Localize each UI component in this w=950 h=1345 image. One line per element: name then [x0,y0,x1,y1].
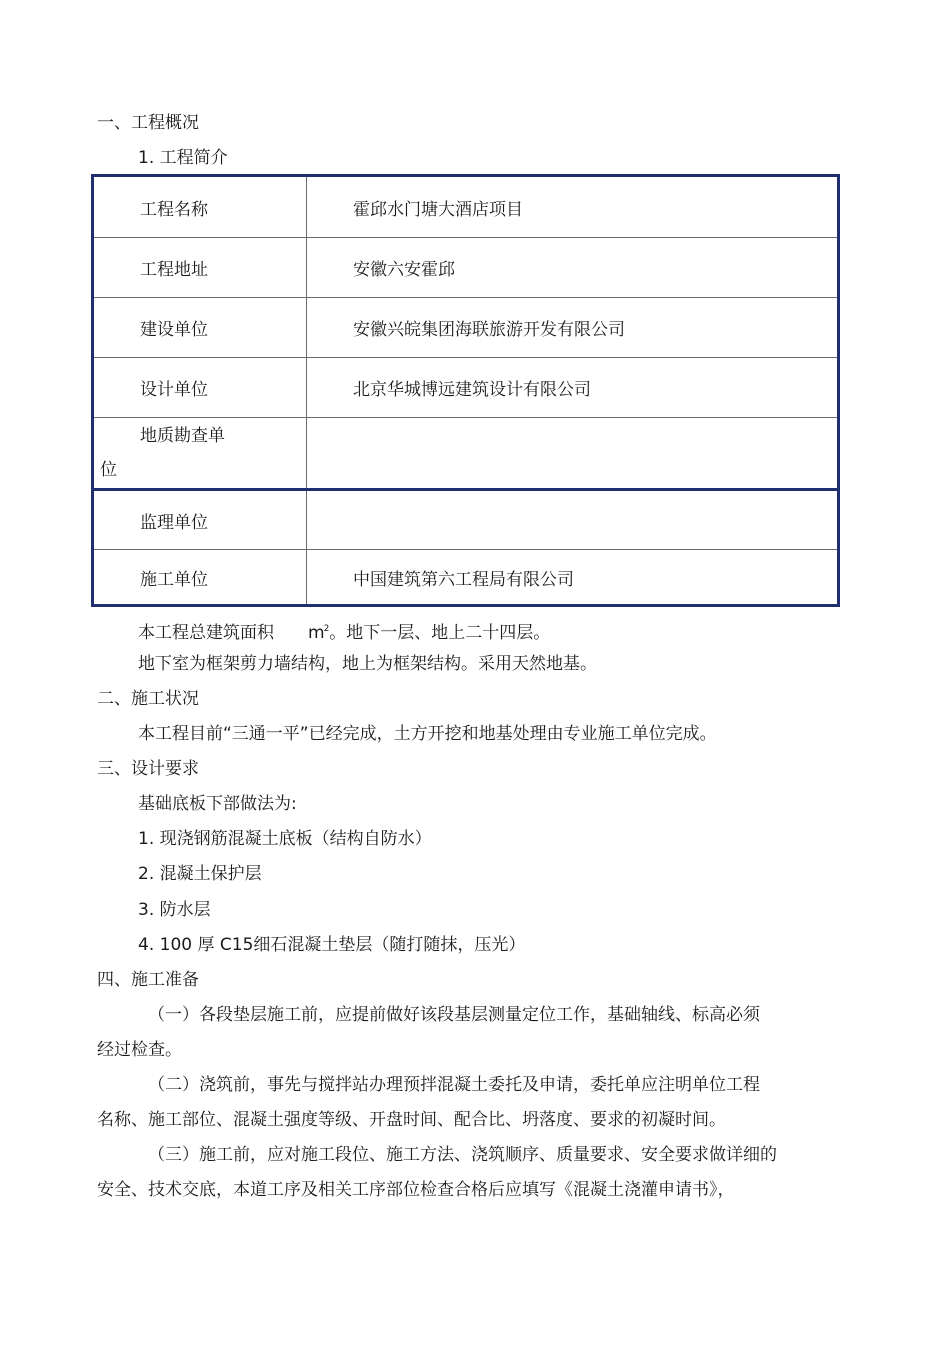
supervisor-label: 监理单位 [93,490,307,550]
list-item: 1. 现浇钢筋混凝土底板（结构自防水） [138,829,432,849]
building-area-text [138,618,550,644]
list-item: 4. 100 厚 C15细石混凝土垫层（随打随抹，压光） [138,935,526,955]
designer-label: 设计单位 [93,358,307,418]
geo-survey-value [307,418,839,490]
owner-value: 安徽兴皖集团海联旅游开发有限公司 [307,298,839,358]
list-item: 2. 混凝土保护层 [138,864,262,884]
table-row [93,418,839,490]
designer-value: 北京华城博远建筑设计有限公司 [307,358,839,418]
structure-text: 地下室为框架剪力墙结构，地上为框架结构。采用天然地基。 [138,654,597,674]
owner-label: 建设单位 [93,298,307,358]
paragraph-2-line-1: （二）浇筑前，事先与搅拌站办理预拌混凝土委托及申请，委托单应注明单位工程 [148,1075,760,1095]
paragraph-1-line-2: 经过检查。 [97,1040,182,1060]
project-info-table [91,174,840,607]
project-name-value: 霍邱水门塘大酒店项目 [307,176,839,238]
supervisor-value [307,490,839,550]
project-name-label: 工程名称 [93,176,307,238]
paragraph-3-line-2: 安全、技术交底，本道工序及相关工序部位检查合格后应填写《混凝土浇灌申请书》， [97,1180,735,1200]
paragraph-1-line-1: （一）各段垫层施工前，应提前做好该段基层测量定位工作，基础轴线、标高必须 [148,1005,760,1025]
project-address-value: 安徽六安霍邱 [307,238,839,298]
contractor-label: 施工单位 [93,550,307,606]
subheading-project-intro: 1. 工程简介 [138,148,228,168]
table-row [93,550,839,606]
area-unit-superscript: 2 [323,624,330,634]
section-heading-preparation: 四、施工准备 [97,970,199,990]
section-heading-design: 三、设计要求 [97,759,199,779]
geo-survey-label-line2: 位 [100,460,117,480]
geo-survey-label [93,418,307,490]
table-row [93,176,839,238]
table-row [93,490,839,550]
project-address-label: 工程地址 [93,238,307,298]
table-row [93,238,839,298]
table-row [93,298,839,358]
table-row [93,358,839,418]
section-heading-status: 二、施工状况 [97,689,199,709]
section-heading-overview: 一、工程概况 [97,113,199,133]
status-text: 本工程目前“三通一平”已经完成，土方开挖和地基处理由专业施工单位完成。 [138,724,717,744]
paragraph-3-line-1: （三）施工前，应对施工段位、施工方法、浇筑顺序、质量要求、安全要求做详细的 [148,1145,777,1165]
geo-survey-label-line1: 地质勘查单 [140,426,225,446]
area-text-prefix: 本工程总建筑面积 [138,623,274,643]
area-text-suffix: 。地下一层、地上二十四层。 [329,623,551,643]
paragraph-2-line-2: 名称、施工部位、混凝土强度等级、开盘时间、配合比、坍落度、要求的初凝时间。 [97,1110,726,1130]
list-item: 3. 防水层 [138,900,211,920]
area-unit: m [308,623,325,643]
design-intro: 基础底板下部做法为: [138,794,297,814]
contractor-value: 中国建筑第六工程局有限公司 [307,550,839,606]
